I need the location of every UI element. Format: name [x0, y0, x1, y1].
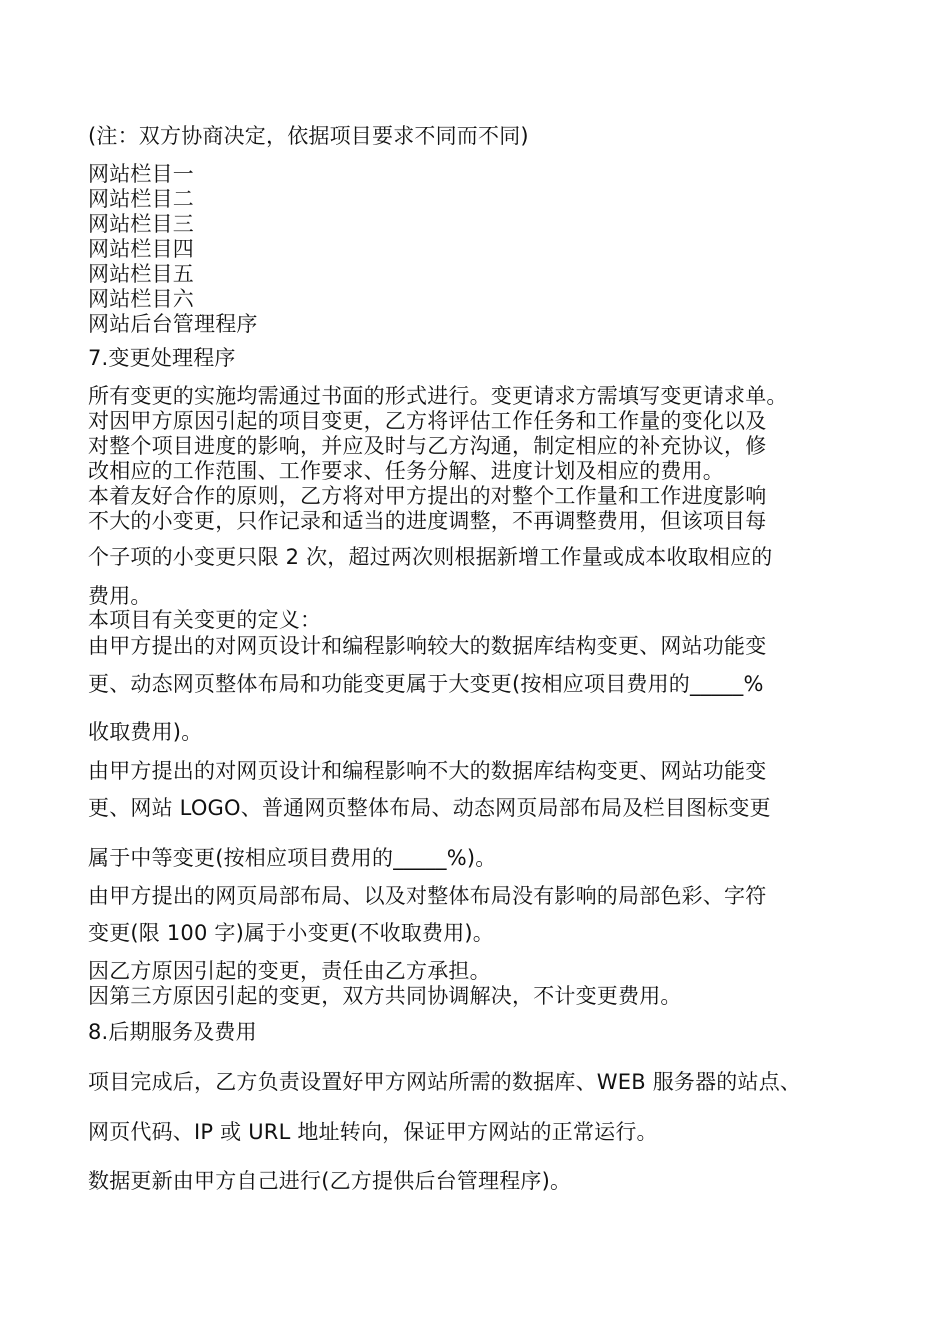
column-item: 网站栏目四 [88, 237, 194, 261]
paragraph-line: 项目完成后，乙方负责设置好甲方网站所需的数据库、WEB 服务器的站点、 [88, 1070, 802, 1094]
paragraph-line: 数据更新由甲方自己进行(乙方提供后台管理程序)。 [88, 1169, 572, 1193]
column-item: 网站栏目三 [88, 212, 194, 236]
paragraph-line: 本着友好合作的原则，乙方将对甲方提出的对整个工作量和工作进度影响 [88, 484, 767, 508]
third-party-change-line: 因第三方原因引起的变更，双方共同协调解决，不计变更费用。 [88, 984, 682, 1008]
column-item: 网站栏目五 [88, 262, 194, 286]
paragraph-line: 改相应的工作范围、工作要求、任务分解、进度计划及相应的费用。 [88, 459, 724, 483]
minor-change-line: 变更(限 100 字)属于小变更(不收取费用)。 [88, 921, 495, 945]
medium-change-line: 属于中等变更(按相应项目费用的_____%)。 [88, 846, 497, 870]
column-item: 网站栏目一 [88, 162, 194, 186]
column-item: 网站后台管理程序 [88, 312, 258, 336]
column-item: 网站栏目六 [88, 287, 194, 311]
paragraph-line: 对整个项目进度的影响，并应及时与乙方沟通，制定相应的补充协议，修 [88, 434, 767, 458]
paragraph-line: 不大的小变更，只作记录和适当的进度调整，不再调整费用，但该项目每 [88, 509, 767, 533]
party-b-change-line: 因乙方原因引起的变更，责任由乙方承担。 [88, 959, 491, 983]
note-line: (注：双方协商决定，依据项目要求不同而不同) [88, 124, 529, 148]
medium-change-line: 由甲方提出的对网页设计和编程影响不大的数据库结构变更、网站功能变 [88, 759, 767, 783]
major-change-line: 更、动态网页整体布局和功能变更属于大变更(按相应项目费用的_____% [88, 672, 764, 696]
minor-change-line: 由甲方提出的网页局部布局、以及对整体布局没有影响的局部色彩、字符 [88, 884, 767, 908]
column-item: 网站栏目二 [88, 187, 194, 211]
major-change-line: 收取费用)。 [88, 720, 203, 744]
medium-change-line: 更、网站 LOGO、普通网页整体布局、动态网页局部布局及栏目图标变更 [88, 796, 771, 820]
paragraph-line: 所有变更的实施均需通过书面的形式进行。变更请求方需填写变更请求单。 [88, 384, 788, 408]
paragraph-line: 费用。 [88, 584, 152, 608]
definition-title: 本项目有关变更的定义： [88, 608, 322, 632]
section-7-heading: 7.变更处理程序 [88, 346, 236, 370]
paragraph-line: 网页代码、IP 或 URL 地址转向，保证甲方网站的正常运行。 [88, 1120, 658, 1144]
major-change-line: 由甲方提出的对网页设计和编程影响较大的数据库结构变更、网站功能变 [88, 634, 767, 658]
paragraph-line: 对因甲方原因引起的项目变更，乙方将评估工作任务和工作量的变化以及 [88, 409, 767, 433]
section-8-heading: 8.后期服务及费用 [88, 1020, 257, 1044]
paragraph-line: 个子项的小变更只限 2 次，超过两次则根据新增工作量或成本收取相应的 [88, 545, 773, 569]
